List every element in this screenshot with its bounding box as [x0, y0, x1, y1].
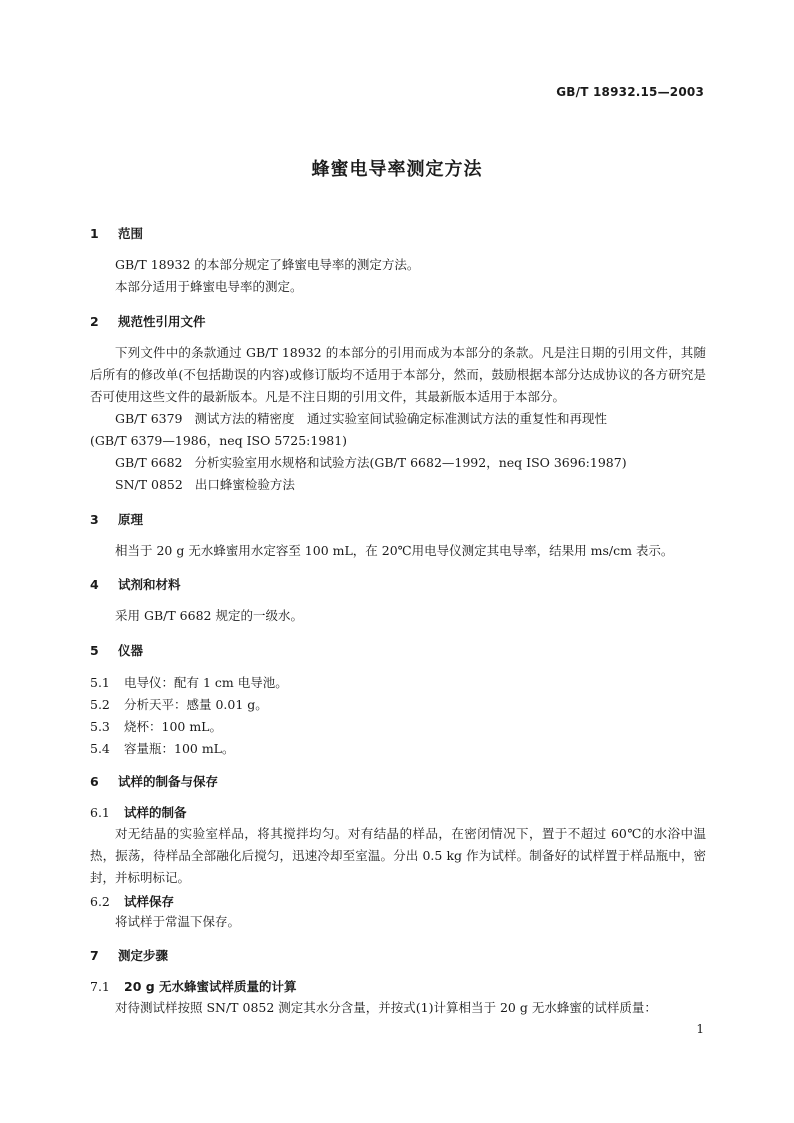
document-title: 蜂蜜电导率测定方法: [311, 159, 483, 180]
section-2-heading: 2 规范性引用文件: [90, 314, 206, 329]
section-2-paragraph-1: 下列文件中的条款通过 GB/T 18932 的本部分的引用而成为本部分的条款。凡是注日期的引用文件，其随后所有的修改单(不包括勘误的内容)或修订版均不适用于本部分，然而，鼓励根据本部分达成协议的各方研究是否可使用这些文件的最新版本。凡是不注日期的引用文件，其最新版本适用于本部分。: [90, 345, 706, 404]
subsection-7-1-paragraph: 对待测试样按照 SN/T 0852 测定其水分含量，并按式(1)计算相当于 20 g 无水蜂蜜的试样质量：: [115, 1000, 657, 1015]
section-4-paragraph-1: 采用 GB/T 6682 规定的一级水。: [115, 608, 303, 623]
apparatus-item-5-3: 5.3 烧杯：100 mL。: [90, 719, 222, 734]
subsection-6-2-heading: 6.2 试样保存: [90, 894, 175, 909]
section-5-heading: 5 仪器: [90, 643, 144, 658]
reference-gbt6379: GB/T 6379 测试方法的精密度 通过实验室间试验确定标准测试方法的重复性和再现性: [115, 411, 608, 426]
apparatus-item-5-1: 5.1 电导仪：配有 1 cm 电导池。: [90, 675, 288, 690]
section-1-paragraph-1: GB/T 18932 的本部分规定了蜂蜜电导率的测定方法。: [115, 257, 420, 272]
subsection-7-1-heading: 7.1 20 g 无水蜂蜜试样质量的计算: [90, 979, 297, 994]
section-3-paragraph-1: 相当于 20 g 无水蜂蜜用水定容至 100 mL，在 20℃用电导仪测定其电导率，结果用 ms/cm 表示。: [115, 543, 674, 558]
subsection-6-1-paragraph: 对无结晶的实验室样品，将其搅拌均匀。对有结晶的样品，在密闭情况下，置于不超过 60℃的水浴中温热，振荡，待样品全部融化后搅匀，迅速冷却至室温。分出 0.5 kg 作为试样。制备好的试样置于样品瓶中，密封，并标明标记。: [90, 826, 706, 885]
section-7-heading: 7 测定步骤: [90, 948, 169, 963]
section-3-heading: 3 原理: [90, 512, 144, 527]
reference-gbt6682: GB/T 6682 分析实验室用水规格和试验方法(GB/T 6682—1992，neq ISO 3696:1987): [115, 455, 627, 470]
page-number: 1: [696, 1022, 704, 1036]
section-1-paragraph-2: 本部分适用于蜂蜜电导率的测定。: [115, 279, 303, 294]
reference-gbt6379-continued: (GB/T 6379—1986，neq ISO 5725:1981): [90, 433, 348, 448]
section-1-heading: 1 范围: [90, 226, 144, 241]
reference-snt0852: SN/T 0852 出口蜂蜜检验方法: [115, 477, 295, 492]
subsection-6-1-heading: 6.1 试样的制备: [90, 805, 187, 820]
section-4-heading: 4 试剂和材料: [90, 577, 181, 592]
standard-number: GB/T 18932.15—2003: [556, 85, 704, 99]
apparatus-item-5-4: 5.4 容量瓶：100 mL。: [90, 741, 235, 756]
section-6-heading: 6 试样的制备与保存: [90, 774, 219, 789]
apparatus-item-5-2: 5.2 分析天平：感量 0.01 g。: [90, 697, 268, 712]
subsection-6-2-paragraph: 将试样于常温下保存。: [115, 914, 241, 929]
